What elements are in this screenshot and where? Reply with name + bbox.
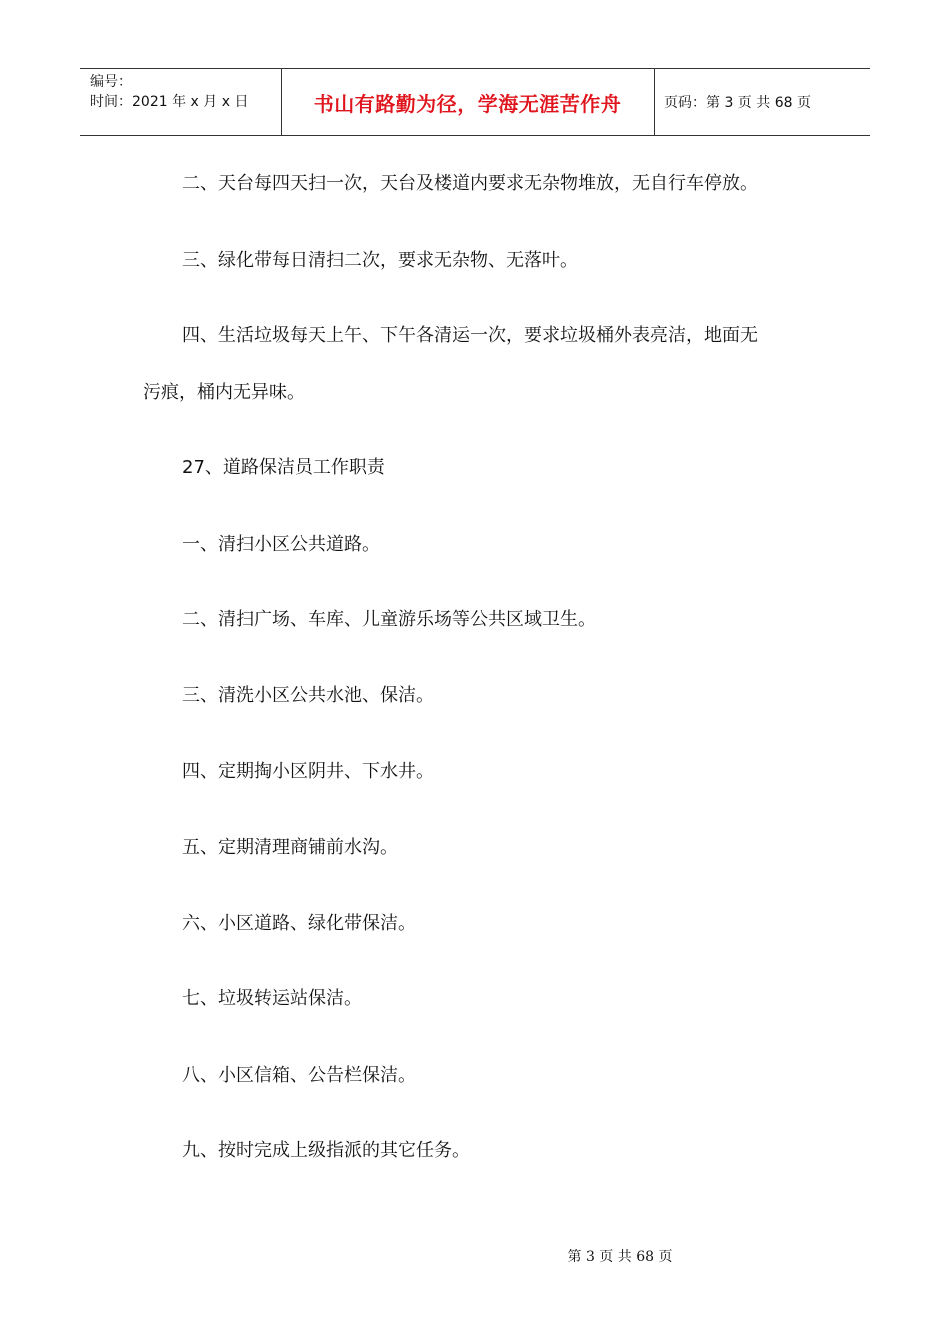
body-line: 九、按时完成上级指派的其它任务。: [182, 1140, 470, 1161]
body-line: 污痕，桶内无异味。: [143, 382, 305, 403]
body-line: 四、生活垃圾每天上午、下午各清运一次，要求垃圾桶外表亮洁，地面无: [182, 325, 758, 346]
header-divider: [654, 69, 655, 135]
section-heading: 27、道路保洁员工作职责: [182, 457, 385, 478]
body-line: 一、清扫小区公共道路。: [182, 534, 380, 555]
page-footer: 第 3 页 共 68 页: [567, 1249, 673, 1265]
body-line: 七、垃圾转运站保洁。: [182, 988, 362, 1009]
header-motto: 书山有路勤为径，学海无涯苦作舟: [313, 91, 622, 116]
body-line: 二、清扫广场、车库、儿童游乐场等公共区域卫生。: [182, 609, 596, 630]
header-page-number: 页码：第 3 页 共 68 页: [664, 95, 811, 111]
header-meta: [90, 72, 248, 112]
body-line: 六、小区道路、绿化带保洁。: [182, 913, 416, 934]
body-line: 八、小区信箱、公告栏保洁。: [182, 1065, 416, 1086]
body-line: 二、天台每四天扫一次，天台及楼道内要求无杂物堆放，无自行车停放。: [182, 173, 758, 194]
document-number-label: 编号：: [90, 74, 132, 90]
body-line: 五、定期清理商铺前水沟。: [182, 837, 398, 858]
page-header: [80, 68, 870, 136]
body-line: 三、清洗小区公共水池、保洁。: [182, 685, 434, 706]
body-line: 三、绿化带每日清扫二次，要求无杂物、无落叶。: [182, 250, 578, 271]
document-date-label: 时间：2021 年 x 月 x 日: [90, 94, 249, 110]
body-line: 四、定期掏小区阴井、下水井。: [182, 761, 434, 782]
